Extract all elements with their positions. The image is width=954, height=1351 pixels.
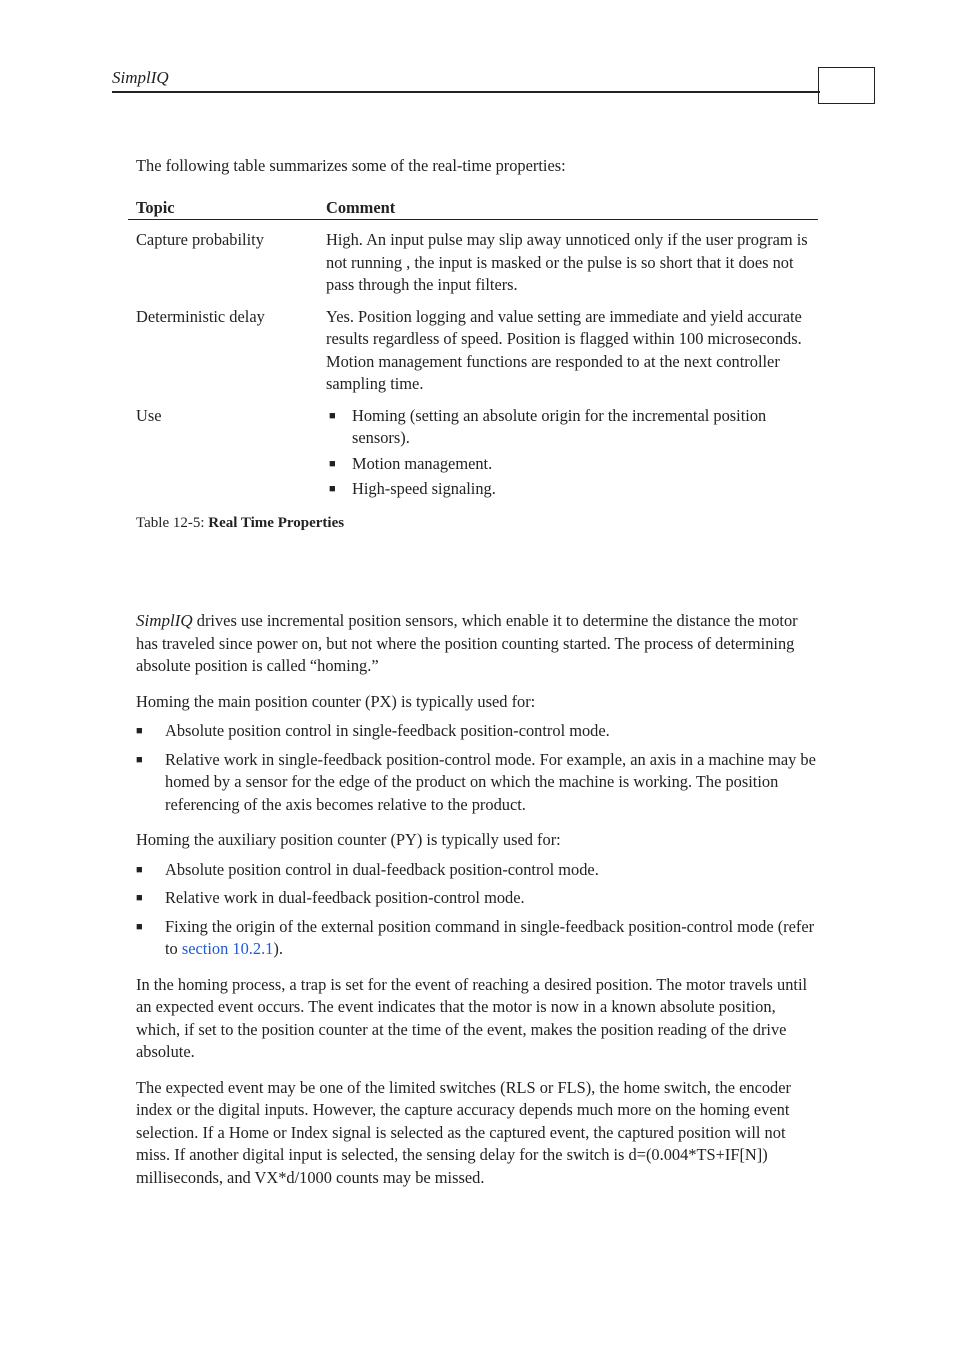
bullet-icon: ■ <box>136 725 143 737</box>
header-topic: Topic <box>136 198 175 217</box>
header-comment: Comment <box>326 198 396 217</box>
row-topic: Capture probability <box>136 230 264 249</box>
list-item: ■ Relative work in dual-feedback position-control mode. <box>136 887 822 910</box>
row-topic: Use <box>136 405 162 425</box>
paragraph: In the homing process, a trap is set for the event of reaching a desired position. The motor travels until an expected event occurs. The event indicates that the motor is now in a known absolute position, which, if set to the position counter at the time of the event, makes the position reading of the drive absolute. <box>136 974 808 1061</box>
bullet-icon: ■ <box>136 920 143 933</box>
paragraph: SimplIQ drives use incremental position sensors, which enable it to determine the distance the motor has traveled since power on, but not where the position counting started. The process of determining absolute position is called “homing.” <box>136 611 798 675</box>
list-item: ■ Absolute position control in dual-feedback position-control mode. <box>136 859 822 882</box>
intro-text: The following table summarizes some of the real-time properties: <box>136 156 566 175</box>
paragraph: The expected event may be one of the limited switches (RLS or FLS), the home switch, the encoder index or the digital inputs. However, the capture accuracy depends much more on the homing event selection. If a Home or Index signal is selected as the captured event, the captured position will not miss. If another digital input is selected, the sensing delay for the switch is d=(0.004*TS+IF[N]) milliseconds, and VX*d/1000 counts may be missed. <box>136 1077 791 1187</box>
bullet-icon: ■ <box>136 863 143 876</box>
table-header <box>128 197 818 220</box>
paragraph: Homing the auxiliary position counter (PY) is typically used for: <box>136 830 561 849</box>
bullet-icon: ■ <box>136 892 143 904</box>
paragraph: Homing the main position counter (PX) is typically used for: <box>136 691 536 711</box>
real-time-properties-table <box>128 197 818 504</box>
px-uses-list <box>136 720 822 816</box>
list-item: ■ Motion management. <box>326 453 816 476</box>
table-row <box>128 229 818 297</box>
table-row <box>128 405 818 504</box>
homing-section <box>136 610 822 1202</box>
bullet-icon: ■ <box>329 483 336 495</box>
row-comment: High. An input pulse may slip away unnoticed only if the user program is not running , the input is masked or the pulse is so short that it does not pass through the input filters. <box>326 230 808 294</box>
bullet-icon: ■ <box>329 457 336 470</box>
list-item: ■ Absolute position control in single-feedback position-control mode. <box>136 720 822 743</box>
list-item: ■ Relative work in single-feedback position-control mode. For example, an axis in a machine may be homed by a sensor for the edge of the product on which the machine is working. The position referencing of the axis becomes relative to the product. <box>136 749 816 814</box>
row-comment: Yes. Position logging and value setting are immediate and yield accurate results regardless of speed. Position is flagged within 100 microseconds. Motion management functions are responded to at the next controller sampling time. <box>326 306 802 393</box>
row-topic: Deterministic delay <box>136 306 265 326</box>
bullet-icon: ■ <box>329 409 336 422</box>
section-link[interactable]: section 10.2.1 <box>181 939 274 958</box>
bullet-icon: ■ <box>136 753 143 766</box>
py-uses-list <box>136 859 822 961</box>
list-item: ■ Homing (setting an absolute origin for the incremental position sensors). <box>329 405 767 447</box>
page-number-box <box>818 67 875 104</box>
header-rule <box>112 91 820 93</box>
list-item: ■ High-speed signaling. <box>326 478 816 501</box>
list-item: ■ Fixing the origin of the external position command in single-feedback position-control mode (refer to section 10.2.1). <box>136 916 815 958</box>
use-list <box>326 405 816 501</box>
table-row <box>128 306 818 396</box>
table-caption: Table 12-5: Real Time Properties <box>136 515 345 531</box>
header-title: SimplIQ <box>112 68 169 87</box>
brand-name: SimplIQ <box>136 611 193 630</box>
